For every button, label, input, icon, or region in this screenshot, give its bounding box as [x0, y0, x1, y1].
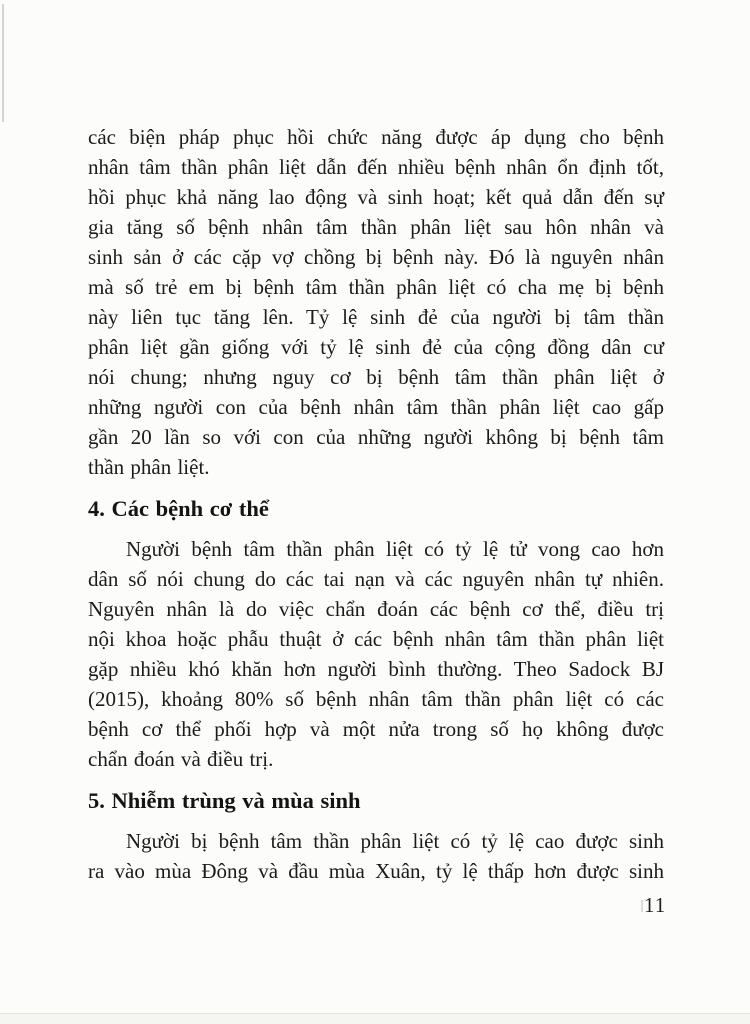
text-line: (2015), khoảng 80% số bệnh nhân tâm thần phân liệt có các — [88, 687, 664, 711]
scan-artifact-bottom-strip — [0, 1014, 750, 1024]
text-line: gần 20 lần so với con của những người không bị bệnh tâm — [88, 425, 664, 449]
text-line: nội khoa hoặc phẫu thuật ở các bệnh nhân tâm thần phân liệt — [88, 627, 664, 651]
text-line: hồi phục khả năng lao động và sinh hoạt; kết quả dẫn đến sự — [88, 185, 664, 209]
text-line: mà số trẻ em bị bệnh tâm thần phân liệt có cha mẹ bị bệnh — [88, 275, 664, 299]
text-line: nhân tâm thần phân liệt dẫn đến nhiều bệnh nhân ổn định tốt, — [88, 155, 664, 179]
text-line: bệnh cơ thể phối hợp và một nửa trong số họ không được — [88, 717, 664, 741]
text-line: nói chung; nhưng nguy cơ bị bệnh tâm thần phân liệt ở — [88, 365, 664, 389]
text-block — [88, 122, 664, 886]
text-line: gia tăng số bệnh nhân tâm thần phân liệt sau hôn nhân và — [88, 215, 664, 239]
text-line: dân số nói chung do các tai nạn và các nguyên nhân tự nhiên. — [88, 567, 664, 591]
scan-artifact-speck — [641, 900, 643, 912]
text-line: những người con của bệnh nhân tâm thần phân liệt cao gấp — [88, 395, 664, 419]
text-line: các biện pháp phục hồi chức năng được áp dụng cho bệnh — [88, 125, 664, 149]
section-heading: 4. Các bệnh cơ thể — [88, 496, 269, 521]
paragraph — [88, 122, 664, 482]
section-heading: 5. Nhiễm trùng và mùa sinh — [88, 788, 361, 813]
text-line: này liên tục tăng lên. Tỷ lệ sinh đẻ của người bị tâm thần — [88, 305, 664, 329]
text-line: phân liệt gần giống với tỷ lệ sinh đẻ của cộng đồng dân cư — [88, 335, 664, 359]
text-line: sinh sản ở các cặp vợ chồng bị bệnh này. Đó là nguyên nhân — [88, 245, 664, 269]
text-line: Người bị bệnh tâm thần phân liệt có tỷ lệ cao được sinh — [126, 829, 664, 853]
text-line: Nguyên nhân là do việc chẩn đoán các bệnh cơ thể, điều trị — [88, 597, 664, 621]
page-number: 11 — [644, 893, 667, 917]
scan-artifact-topleft-line — [2, 4, 4, 122]
text-line: thần phân liệt. — [88, 455, 210, 479]
text-line: Người bệnh tâm thần phân liệt có tỷ lệ tử vong cao hơn — [126, 537, 664, 561]
text-line: chẩn đoán và điều trị. — [88, 747, 274, 771]
text-line: gặp nhiều khó khăn hơn người bình thường. Theo Sadock BJ — [88, 657, 664, 681]
paragraph — [88, 534, 664, 774]
text-line: ra vào mùa Đông và đầu mùa Xuân, tỷ lệ thấp hơn được sinh — [88, 859, 664, 883]
paragraph — [88, 826, 664, 886]
